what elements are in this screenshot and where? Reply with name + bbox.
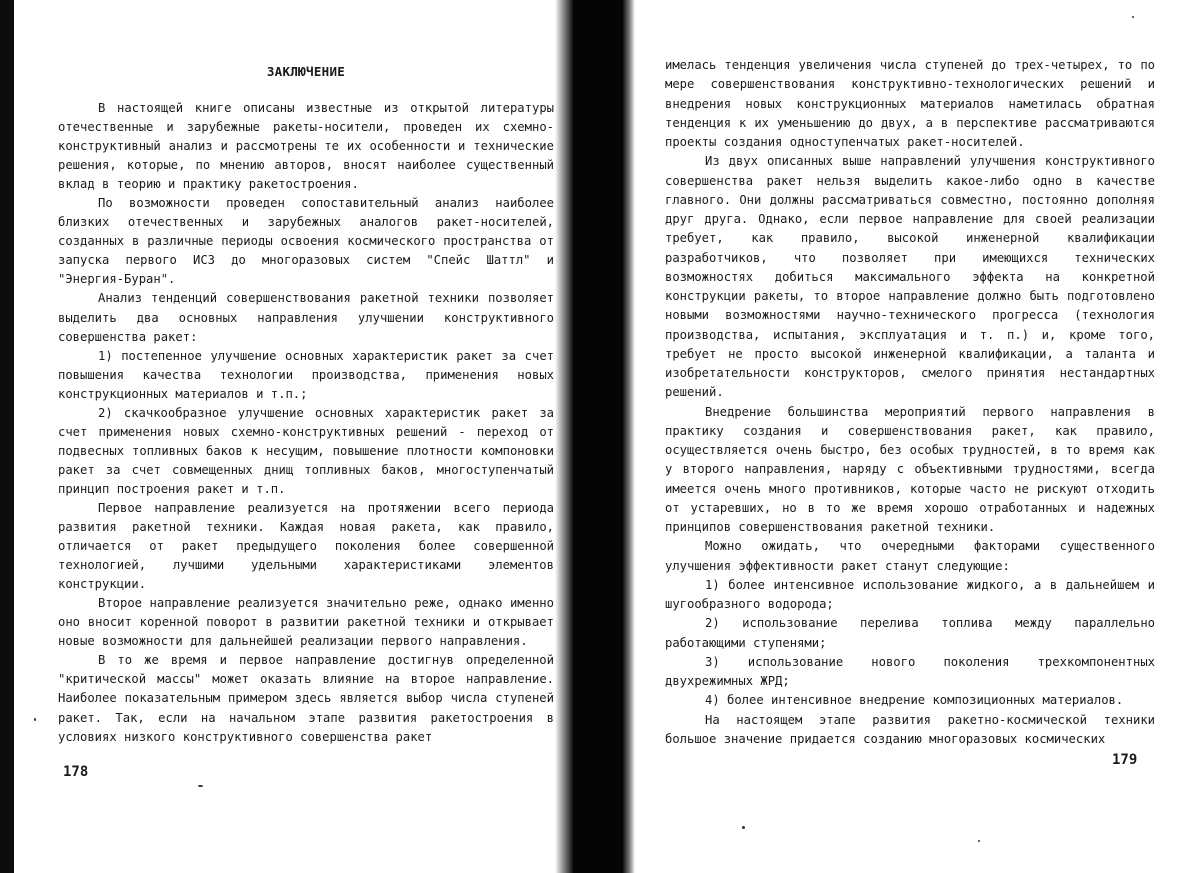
gutter-shadow-right	[623, 0, 635, 873]
right-list-item: 3) использование нового поколения трехкомпонентных двухрежимных ЖРД;	[665, 654, 1155, 688]
scan-speck	[742, 826, 745, 829]
right-list-item: 4) более интенсивное внедрение композиционных материалов.	[705, 693, 1124, 708]
left-paragraph: В настоящей книге описаны известные из открытой литературы отечественные и зарубежные ракеты-носители, проведен их схемно-конструктивный анализ и рассмотрены те их особенности и технические решения, которые, по мнению авторов, вносят наиболее существенный вклад в теорию и практику ракетостроения.	[58, 101, 554, 192]
book-gutter	[573, 0, 623, 873]
page-number-left: 178	[63, 764, 89, 780]
right-paragraph-continued: имелась тенденция увеличения числа ступеней до трех-четырех, то по мере совершенствования конструктивно-технологических решений и внедрения новых конструкционных материалов наметилась обратная тенденция к их уменьшению до двух, а в перспективе рассматриваются проекты создания одноступенчатых ракет-носителей.	[665, 58, 1155, 149]
scan-speck	[978, 840, 980, 842]
chapter-title: ЗАКЛЮЧЕНИЕ	[266, 64, 346, 79]
right-paragraph: На настоящем этапе развития ракетно-космической техники большое значение придается созданию многоразовых космических	[665, 712, 1155, 746]
left-paragraph: Анализ тенденций совершенствования ракетной техники позволяет выделить два основных направления улучшении конструктивного совершенства ракет:	[58, 291, 554, 344]
left-list-item: 2) скачкообразное улучшение основных характеристик ракет за счет применения новых схемно-конструктивных решений - переход от подвесных топливных баков к несущим, повышение плотности компоновки ракет за счет совмещенных днищ топливных баков, многоступенчатый принцип построения ракет и т.п.	[58, 405, 554, 496]
left-paragraph: Второе направление реализуется значительно реже, однако именно оно вносит коренной поворот в развитии ракетной техники и открывает новые возможности для дальнейшей реализации первого направления.	[58, 596, 554, 649]
left-list-item: 1) постепенное улучшение основных характеристик ракет за счет повышения качества технологии производства, применения новых конструкционных материалов и т.п.;	[58, 348, 554, 401]
page-number-right: 179	[1112, 752, 1138, 768]
right-list-item: 1) более интенсивное использование жидкого, а в дальнейшем и шугообразного водорода;	[665, 577, 1155, 611]
scan-speck	[198, 785, 203, 787]
left-paragraph: В то же время и первое направление достигнув определенной "критической массы" может оказать влияние на второе направление. Наиболее показательным примером здесь является выбор числа ступеней ракет. Так, если на начальном этапе развития ракетостроения в условиях низкого конструктивного совершенства ракет	[58, 653, 554, 744]
left-page	[58, 64, 554, 747]
right-paragraph: Можно ожидать, что очередными факторами существенного улучшения эффективности ракет станут следующие:	[665, 539, 1155, 573]
right-paragraph: Внедрение большинства мероприятий первого направления в практику создания и совершенствования ракет, как правило, осуществляется очень быстро, без особых трудностей, в то время как у второго направления, наряду с объективными трудностями, всегда имеется очень много противников, которые часто не рискуют отходить от устаревших, но в то же время хорошо отработанных и надежных принципов совершенствования ракетной техники.	[665, 404, 1155, 534]
scan-speck	[1132, 16, 1134, 18]
right-list-item: 2) использование перелива топлива между параллельно работающими ступенями;	[665, 616, 1155, 650]
left-scan-edge	[0, 0, 14, 873]
left-paragraph: Первое направление реализуется на протяжении всего периода развития ракетной техники. Каждая новая ракета, как правило, отличается от ракет предыдущего поколения более совершенной технологией, лучшими удельными характеристиками элементов конструкции.	[58, 500, 554, 592]
right-paragraph: Из двух описанных выше направлений улучшения конструктивного совершенства ракет нельзя выделить какое-либо одно в качестве главного. Они должны рассматриваться совместно, постоянно дополняя друг друга. Однако, если первое направление для своей реализации требует, как правило, высокой инженерной квалификации разработчиков, что позволяет при имеющихся технических возможностях добиться максимального эффекта на конкретной конструкции ракеты, то второе направление должно быть подготовлено новыми возможностями научно-технического прогресса (технология производства, испытания, эксплуатация и т. п.) и, кроме того, требует не просто высокой инженерной квалификации, а таланта и изобретательности конструкторов, смелого принятия нестандартных решений.	[665, 154, 1155, 400]
left-paragraph: По возможности проведен сопоставительный анализ наиболее близких отечественных и зарубежных аналогов ракет-носителей, созданных в различные периоды освоения космического пространства от запуска первого ИСЗ до многоразовых систем "Спейс Шаттл" и "Энергия-Буран".	[58, 196, 554, 287]
gutter-shadow-left	[555, 0, 573, 873]
scan-speck	[34, 718, 36, 721]
right-page	[665, 56, 1155, 749]
